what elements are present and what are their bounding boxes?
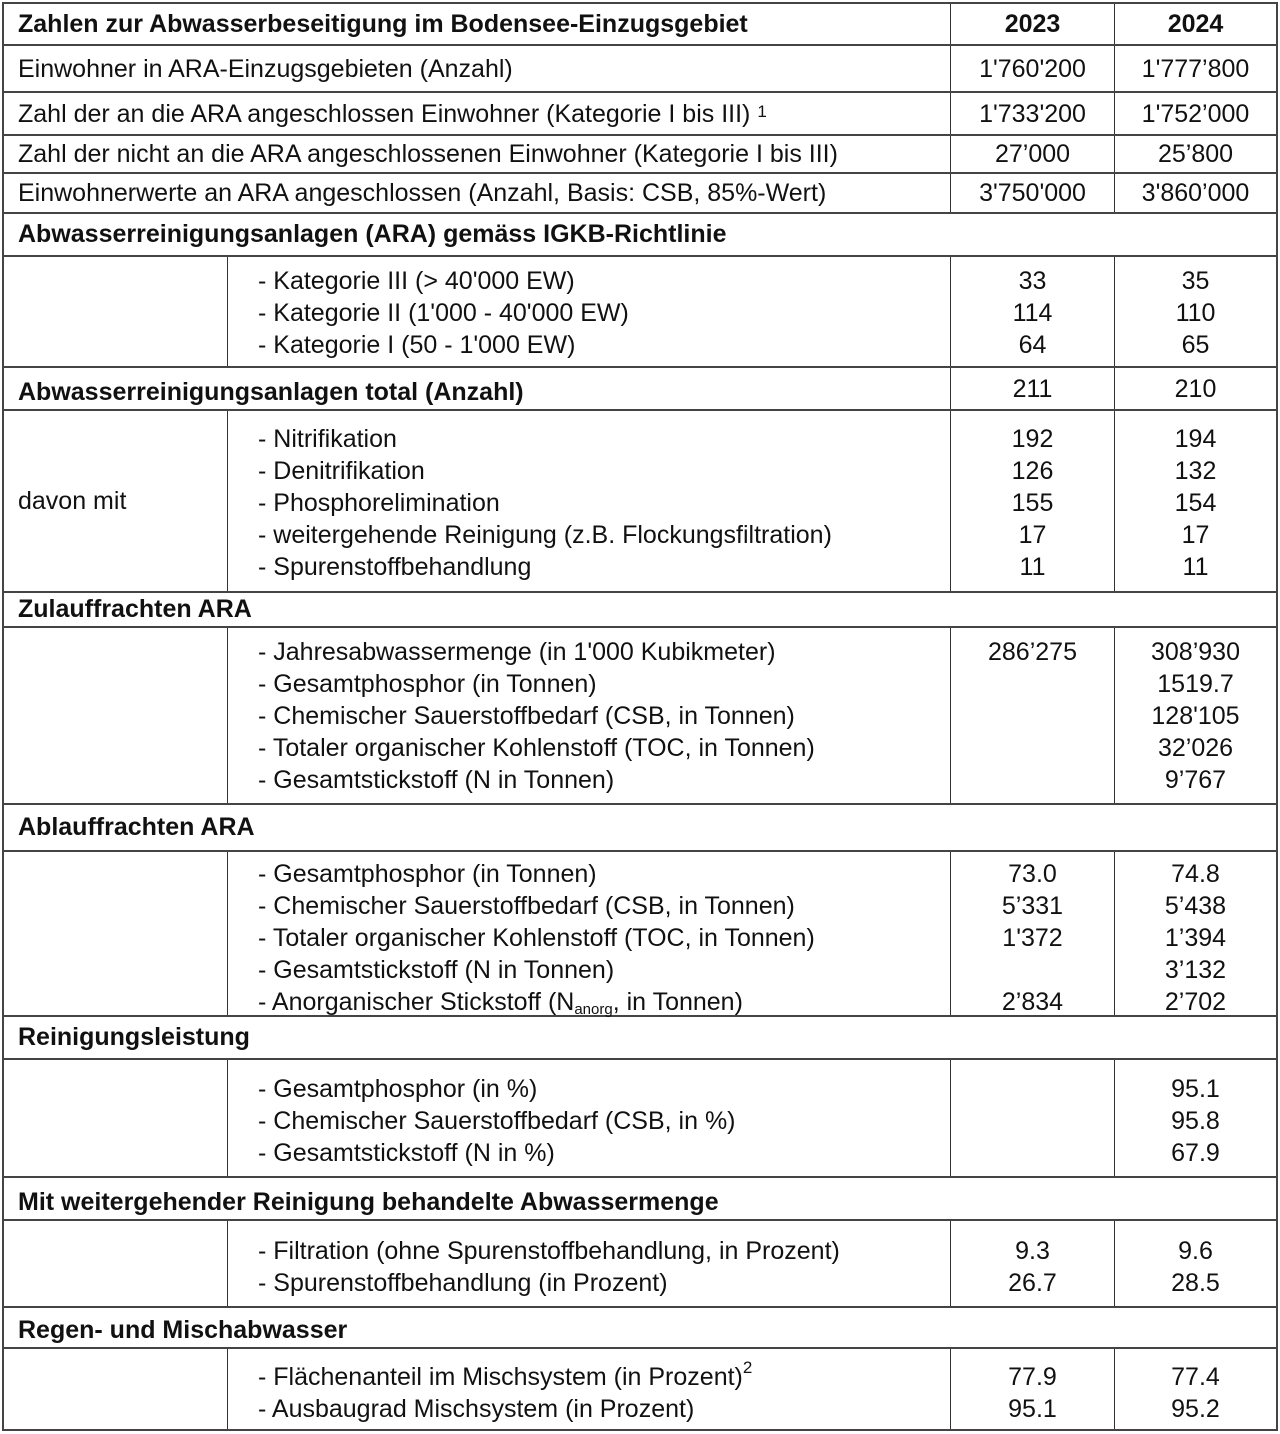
value-2023: 26.7	[1008, 1269, 1057, 1297]
list-item: - Filtration (ohne Spurenstoffbehandlung, in Prozent)	[258, 1237, 840, 1265]
value-2023	[951, 1137, 1114, 1169]
value-2023: 17	[1018, 521, 1047, 549]
value-2024: 74.8	[1171, 860, 1220, 888]
row-label: Einwohner in ARA-Einzugsgebieten (Anzahl)	[4, 46, 951, 91]
list-item: - weitergehende Reinigung (z.B. Flockungsfiltration)	[258, 521, 832, 549]
table-title: Zahlen zur Abwasserbeseitigung im Bodensee-Einzugsgebiet	[4, 4, 951, 44]
row-label-with-footnote	[4, 93, 951, 134]
value-2024: 25’800	[1157, 140, 1234, 168]
section-body-row	[4, 852, 1276, 1017]
value-2023	[951, 1073, 1114, 1105]
value-2023	[951, 1105, 1114, 1137]
value-2024: 95.1	[1171, 1075, 1220, 1103]
row-label: Einwohnerwerte an ARA angeschlossen (Anzahl, Basis: CSB, 85%-Wert)	[4, 174, 951, 212]
value-2023: 2’834	[1001, 988, 1064, 1016]
values-2024	[1115, 411, 1276, 591]
subscript-anorg: anorg	[574, 1001, 613, 1018]
empty-sub-cell	[4, 257, 228, 366]
item-list	[228, 628, 951, 803]
column-header-2023: 2023	[951, 4, 1115, 44]
values-2023	[951, 1349, 1115, 1429]
values-2024	[1115, 1349, 1276, 1429]
table-row	[4, 174, 1276, 214]
list-item: - Gesamtstickstoff (N in Tonnen)	[258, 956, 615, 984]
value-2023	[951, 700, 1114, 732]
list-item: - Spurenstoffbehandlung	[258, 553, 532, 581]
value-2024: 65	[1181, 331, 1210, 359]
value-2023: 95.1	[1008, 1395, 1057, 1423]
item-list	[228, 257, 951, 366]
section-heading: Reinigungsleistung	[18, 1023, 250, 1051]
row-label: Zahl der an die ARA angeschlossen Einwohner (Kategorie I bis III)	[18, 99, 751, 128]
list-item: - Kategorie II (1'000 - 40'000 EW)	[258, 299, 629, 327]
table-row	[4, 93, 1276, 136]
value-2024: 9.6	[1178, 1237, 1213, 1265]
value-2024: 1'752’000	[1141, 99, 1250, 128]
section-body-row	[4, 257, 1276, 368]
footnote-marker: 1	[757, 101, 767, 121]
section-heading-row	[4, 1178, 1276, 1221]
section-body-row	[4, 1221, 1276, 1308]
item-list	[228, 852, 951, 1018]
row-label: Abwasserreinigungsanlagen total (Anzahl)	[4, 368, 951, 409]
wastewater-statistics-table	[2, 2, 1278, 1431]
empty-sub-cell	[4, 1221, 228, 1306]
value-2024: 9’767	[1164, 766, 1227, 794]
list-item: - Gesamtphosphor (in Tonnen)	[258, 670, 597, 698]
values-2023	[951, 411, 1115, 591]
value-2024: 210	[1174, 374, 1217, 403]
value-2023: 1'733'200	[951, 93, 1115, 134]
value-2024: 67.9	[1171, 1139, 1220, 1167]
table-row	[4, 46, 1276, 93]
value-2023	[951, 954, 1114, 986]
value-2023: 192	[1011, 425, 1054, 453]
value-2023: 126	[1011, 457, 1054, 485]
value-2024: 308’930	[1151, 638, 1240, 666]
values-2024	[1115, 257, 1276, 366]
value-2023: 5’331	[1001, 892, 1064, 920]
section-heading-row	[4, 593, 1276, 628]
value-2023: 73.0	[1008, 860, 1057, 888]
value-2023: 11	[1019, 553, 1046, 581]
value-2024: 11	[1182, 553, 1209, 581]
value-2024: 132	[1174, 457, 1217, 485]
value-2023	[951, 732, 1114, 764]
section-heading: Abwasserreinigungsanlagen (ARA) gemäss IGKB-Richtlinie	[18, 220, 727, 248]
value-2024: 154	[1174, 489, 1217, 517]
list-item-with-footnote	[258, 1358, 950, 1393]
empty-sub-cell	[4, 1349, 228, 1429]
section-heading: Mit weitergehender Reinigung behandelte Abwassermenge	[18, 1188, 719, 1216]
list-item: - Phosphorelimination	[258, 489, 500, 517]
list-item-text: - Flächenanteil im Mischsystem (in Prozent)	[258, 1363, 743, 1391]
section-heading: Zulauffrachten ARA	[18, 595, 252, 623]
value-2023: 64	[1018, 331, 1047, 359]
list-item: - Totaler organischer Kohlenstoff (TOC, in Tonnen)	[258, 924, 815, 952]
section-heading-row	[4, 805, 1276, 852]
list-item: - Chemischer Sauerstoffbedarf (CSB, in Tonnen)	[258, 702, 795, 730]
value-2024: 1519.7	[1157, 670, 1234, 698]
value-2023: 155	[1011, 489, 1054, 517]
section-body-row	[4, 1349, 1276, 1429]
table-row	[4, 368, 1276, 411]
value-2024: 77.4	[1171, 1363, 1220, 1391]
section-heading: Regen- und Mischabwasser	[18, 1316, 348, 1344]
values-2023	[951, 1060, 1115, 1176]
empty-sub-cell	[4, 628, 228, 803]
table-row	[4, 136, 1276, 174]
value-2023: 77.9	[1008, 1363, 1057, 1391]
value-2024: 3’132	[1164, 956, 1227, 984]
values-2024	[1115, 1221, 1276, 1306]
value-2024: 128'105	[1151, 702, 1240, 730]
value-2024: 32’026	[1157, 734, 1234, 762]
value-2024: 95.8	[1171, 1107, 1220, 1135]
list-item: - Ausbaugrad Mischsystem (in Prozent)	[258, 1395, 695, 1423]
item-list	[228, 411, 951, 591]
list-item: - Gesamtstickstoff (N in %)	[258, 1139, 555, 1167]
list-item: - Kategorie III (> 40'000 EW)	[258, 267, 575, 295]
values-2023	[951, 1221, 1115, 1306]
values-2023	[951, 628, 1115, 803]
value-2023	[951, 764, 1114, 796]
list-item: - Gesamtphosphor (in %)	[258, 1075, 538, 1103]
item-list	[228, 1060, 951, 1176]
value-2024: 1’394	[1164, 924, 1227, 952]
value-2023: 114	[1012, 299, 1053, 327]
value-2024: 2’702	[1164, 988, 1227, 1016]
section-body-row	[4, 628, 1276, 805]
list-item: - Totaler organischer Kohlenstoff (TOC, in Tonnen)	[258, 734, 815, 762]
section-body-row	[4, 411, 1276, 593]
column-header-2024: 2024	[1167, 9, 1224, 38]
value-2024: 5’438	[1164, 892, 1227, 920]
item-list	[228, 1221, 951, 1306]
list-item: - Chemischer Sauerstoffbedarf (CSB, in %)	[258, 1107, 736, 1135]
list-item: - Jahresabwassermenge (in 1'000 Kubikmeter)	[258, 638, 776, 666]
section-heading-row	[4, 1308, 1276, 1349]
value-2024: 110	[1175, 299, 1216, 327]
row-label: Zahl der nicht an die ARA angeschlossenen Einwohner (Kategorie I bis III)	[4, 136, 951, 172]
list-item: - Gesamtstickstoff (N in Tonnen)	[258, 766, 615, 794]
value-2024: 17	[1181, 521, 1210, 549]
value-2024: 3'860’000	[1141, 179, 1250, 207]
values-2023	[951, 257, 1115, 366]
list-item: - Kategorie I (50 - 1'000 EW)	[258, 331, 576, 359]
value-2024: 35	[1181, 267, 1210, 295]
section-heading-row	[4, 1017, 1276, 1060]
empty-sub-cell	[4, 852, 228, 1015]
value-2023: 33	[1018, 267, 1047, 295]
list-item: - Denitrifikation	[258, 457, 425, 485]
value-2024: 1'777’800	[1141, 54, 1250, 83]
section-body-row	[4, 1060, 1276, 1178]
values-2024	[1115, 628, 1276, 803]
value-2023: 3'750'000	[951, 174, 1115, 212]
list-item: - Nitrifikation	[258, 425, 397, 453]
value-2023: 1'372	[1002, 924, 1063, 952]
value-2024: 194	[1174, 425, 1217, 453]
value-2023: 27’000	[951, 136, 1115, 172]
values-2023	[951, 852, 1115, 1015]
list-item: - Gesamtphosphor (in Tonnen)	[258, 860, 597, 888]
section-heading: Ablauffrachten ARA	[18, 813, 255, 841]
value-2023	[951, 668, 1114, 700]
value-2023: 9.3	[1015, 1237, 1050, 1265]
list-item-inorganic-nitrogen	[258, 986, 950, 1018]
list-item: - Chemischer Sauerstoffbedarf (CSB, in Tonnen)	[258, 892, 795, 920]
value-2024: 95.2	[1171, 1395, 1220, 1423]
values-2024	[1115, 852, 1276, 1015]
value-2023: 1'760'200	[951, 46, 1115, 91]
values-2024	[1115, 1060, 1276, 1176]
value-2023: 211	[951, 368, 1115, 409]
davon-mit-label: davon mit	[4, 411, 228, 591]
value-2024: 28.5	[1171, 1269, 1220, 1297]
list-item-text: , in Tonnen)	[612, 988, 743, 1016]
list-item-text: - Anorganischer Stickstoff (N	[258, 988, 575, 1016]
value-2023: 286’275	[988, 638, 1077, 666]
table-header-row	[4, 4, 1276, 46]
footnote-marker: 2	[742, 1358, 753, 1377]
item-list	[228, 1349, 951, 1429]
section-heading-row	[4, 214, 1276, 257]
empty-sub-cell	[4, 1060, 228, 1176]
list-item: - Spurenstoffbehandlung (in Prozent)	[258, 1269, 668, 1297]
